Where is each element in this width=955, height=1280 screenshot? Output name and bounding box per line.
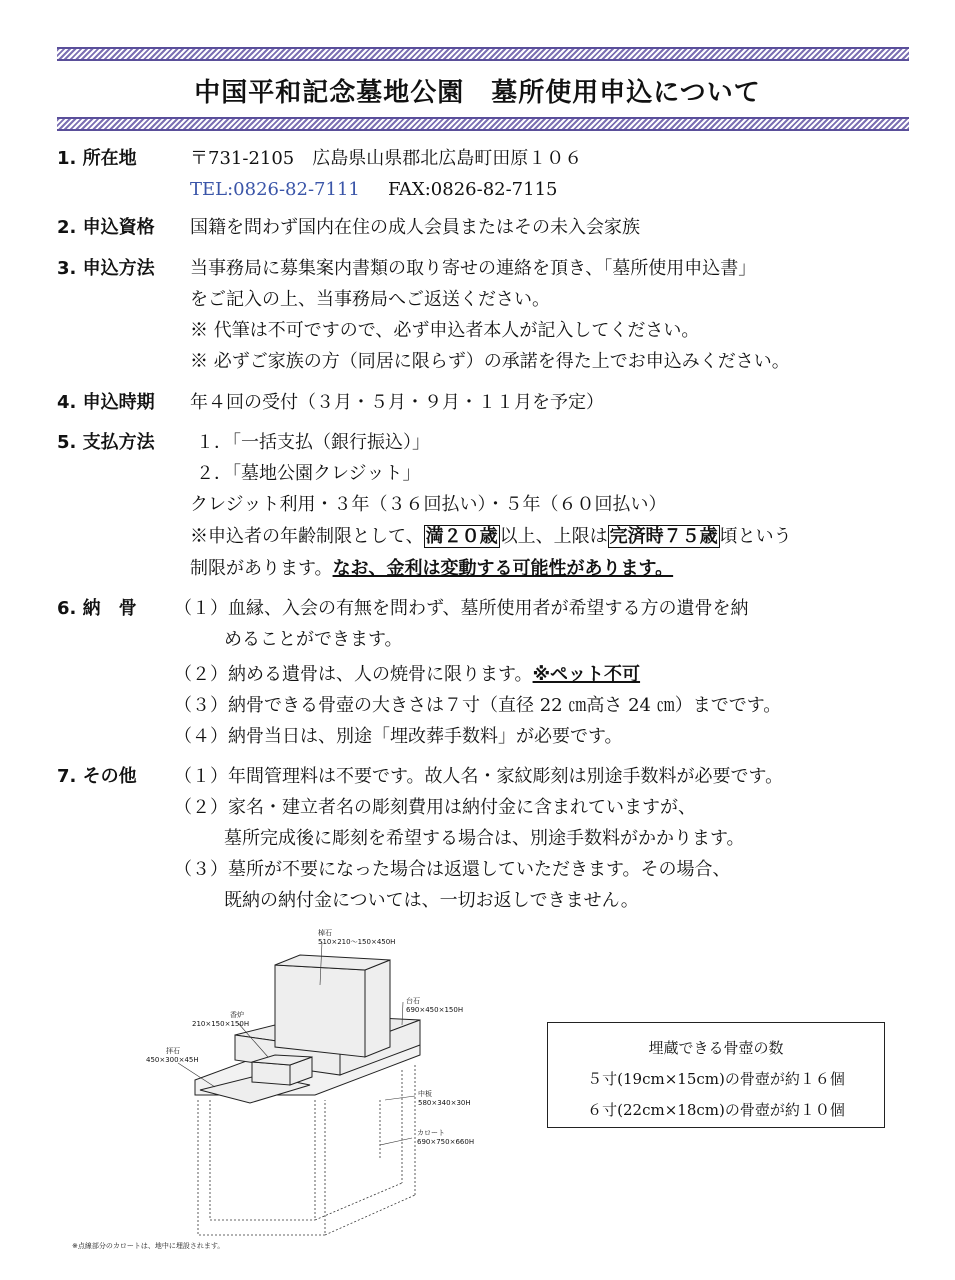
karoto-label: [417, 1129, 474, 1147]
tel-number: TEL:0826-82-7111: [190, 179, 360, 200]
payment-option-2: ２．「墓地公園クレジット」: [196, 463, 421, 484]
dai-dim: 690×450×150H: [406, 1006, 464, 1014]
age-limit-suffix: 頃という: [719, 526, 792, 547]
hai-dim: 450×300×45H: [146, 1056, 199, 1064]
method-note-2: ※ 必ずご家族の方（同居に限らず）の承諾を得た上でお申込みください。: [190, 351, 790, 372]
bottom-decorative-band: [57, 117, 909, 131]
burial-item-1a: （１）血縁、入会の有無を問わず、墓所使用者が希望する方の遺骨を納: [174, 598, 749, 619]
burial-item-4: （４）納骨当日は、別途「埋改葬手数料」が必要です。: [174, 726, 623, 747]
period-text: 年４回の受付（３月・５月・９月・１１月を予定）: [190, 392, 604, 413]
section-2-label: 2. 申込資格: [57, 217, 155, 238]
dai-name: 台石: [406, 997, 420, 1005]
section-5-label: 5. 支払方法: [57, 432, 155, 453]
page-title: 中国平和記念墓地公園 墓所使用申込について: [194, 78, 761, 108]
credit-terms: クレジット利用・３年（３６回払い）・５年（６０回払い）: [190, 494, 667, 515]
other-item-3b: 既納の納付金については、一切お返しできません。: [224, 890, 639, 911]
section-1-label: 1. 所在地: [57, 148, 137, 169]
burial-item-3: （３）納骨できる骨壺の大きさは７寸（直径 22 ㎝高さ 24 ㎝）までです。: [174, 695, 782, 716]
karoto-dim: 690×750×660H: [417, 1138, 475, 1146]
naka-label: [418, 1090, 471, 1108]
payment-option-1: １．「一括支払（銀行振込）」: [196, 432, 430, 453]
address: 〒731-2105 広島県山県郡北広島町田原１０６: [190, 148, 583, 169]
urn-capacity-6sun: ６寸(22cm×18cm)の骨壺が約１０個: [587, 1101, 845, 1119]
diagram-footnote: ※点線部分のカロートは、地中に埋設されます。: [72, 1242, 225, 1250]
age-limit-prefix: ※申込者の年齢制限として、: [190, 526, 424, 547]
method-line-2: をご記入の上、当事務局へご返送ください。: [190, 289, 550, 310]
karoto-outline: [198, 1100, 325, 1235]
top-decorative-band: [57, 47, 909, 61]
karoto-name: カロート: [417, 1129, 445, 1137]
section-3-label: 3. 申込方法: [57, 258, 155, 279]
urn-capacity-box: [547, 1022, 885, 1128]
urn-capacity-5sun: ５寸(19cm×15cm)の骨壺が約１６個: [587, 1070, 845, 1088]
kouro-name: 香炉: [230, 1011, 244, 1019]
hai-label: [146, 1047, 199, 1065]
naka-dim: 580×340×30H: [418, 1099, 471, 1107]
section-7-label: 7. その他: [57, 766, 137, 787]
interest-line: [190, 556, 673, 582]
section-6-label: 6. 納 骨: [57, 598, 137, 619]
fax-number: FAX:0826-82-7115: [388, 179, 558, 200]
sao-label: [318, 929, 395, 947]
kouro-dim: 210×150×150H: [192, 1020, 250, 1028]
other-item-3a: （３）墓所が不要になった場合は返還していただきます。その場合、: [174, 859, 731, 880]
burial-item-2: [174, 662, 640, 688]
method-note-1: ※ 代筆は不可ですので、必ず申込者本人が記入してください。: [190, 320, 700, 341]
sao-name: 棹石: [318, 929, 332, 937]
grave-structure-diagram: [140, 925, 520, 1240]
sao-stone-side: [365, 960, 390, 1057]
kouro-label: [192, 1011, 249, 1029]
eligibility-text: 国籍を問わず国内在住の成人会員またはその未入会家族: [190, 217, 640, 238]
sao-dim: 510×210～150×450H: [318, 938, 396, 946]
method-line-1: 当事務局に募集案内書類の取り寄せの連絡を頂き、「墓所使用申込書」: [190, 258, 757, 279]
dai-label: [406, 997, 463, 1015]
other-item-1: （１）年間管理料は不要です。故人名・家紋彫刻は別途手数料が必要です。: [174, 766, 784, 787]
age-min-box: 満２０歳: [425, 526, 498, 547]
hai-name: 拝石: [166, 1047, 180, 1055]
age-limit-line: [190, 524, 792, 550]
age-max-box: 完済時７５歳: [609, 526, 718, 547]
burial-item-2-text: （２）納める遺骨は、人の焼骨に限ります。: [174, 664, 533, 685]
burial-item-1b: めることができます。: [224, 629, 403, 650]
interest-warning: なお、金利は変動する可能性があります。: [332, 558, 674, 579]
other-item-2b: 墓所完成後に彫刻を希望する場合は、別途手数料がかかります。: [224, 828, 745, 849]
age-limit-middle: 以上、上限は: [499, 526, 608, 547]
naka-name: 中板: [418, 1090, 432, 1098]
section-4-label: 4. 申込時期: [57, 392, 155, 413]
urn-capacity-title: 埋蔵できる骨壺の数: [648, 1039, 784, 1057]
other-item-2a: （２）家名・建立者名の彫刻費用は納付金に含まれていますが、: [174, 797, 696, 818]
kouro-front: [252, 1062, 290, 1085]
no-pets-note: ※ペット不可: [532, 664, 641, 685]
limit-text: 制限があります。: [190, 558, 333, 579]
